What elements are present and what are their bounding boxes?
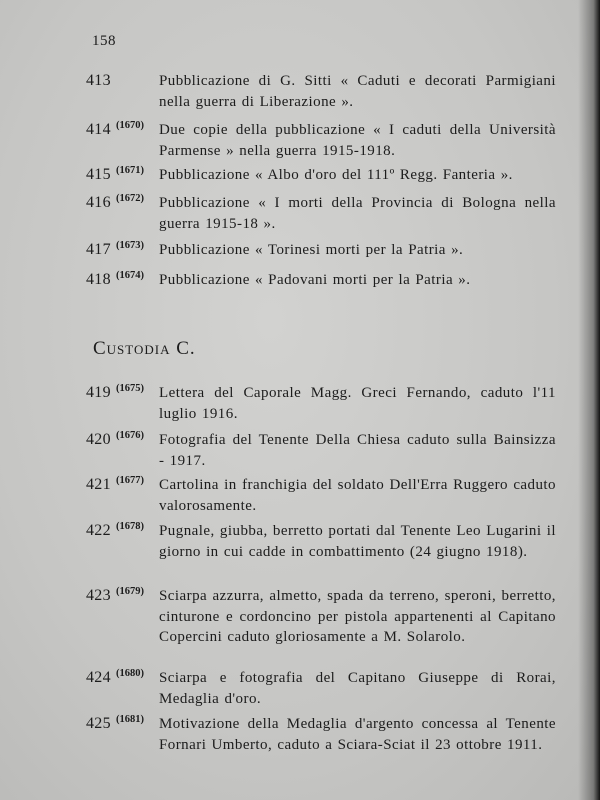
entry-reference: (1672) <box>116 193 144 204</box>
entry-reference: (1678) <box>116 521 144 532</box>
entry-text: Due copie della pubblicazione « I caduti della Università Parmense » nella guerra 1915-1918. <box>159 122 556 159</box>
catalog-entry <box>86 714 556 755</box>
entry-reference: (1673) <box>116 240 144 251</box>
entry-text: Pubblicazione di G. Sitti « Caduti e decorati Parmigiani nella guerra di Liberazione ». <box>159 73 556 110</box>
entry-reference: (1671) <box>116 165 144 176</box>
entry-number: 420 <box>86 431 111 448</box>
entry-number: 417 <box>86 241 111 258</box>
entry-reference: (1675) <box>116 383 144 394</box>
entry-reference: (1676) <box>116 430 144 441</box>
entry-text: Pugnale, giubba, berretto portati dal Tenente Leo Lugarini il giorno in cui cadde in combattimento (24 giugno 1918). <box>159 523 556 560</box>
entry-reference: (1681) <box>116 714 144 725</box>
catalog-entry <box>86 475 556 516</box>
entry-number: 421 <box>86 476 111 493</box>
entry-number: 413 <box>86 72 111 89</box>
entry-reference: (1680) <box>116 668 144 679</box>
entry-reference: (1679) <box>116 586 144 597</box>
catalog-entry <box>86 383 556 424</box>
catalog-entry <box>86 165 556 186</box>
entry-number: 416 <box>86 194 111 211</box>
catalog-entry <box>86 270 556 291</box>
catalog-entry <box>86 521 556 562</box>
entry-number: 418 <box>86 271 111 288</box>
entry-number: 415 <box>86 166 111 183</box>
entry-number: 419 <box>86 384 111 401</box>
entry-text: Pubblicazione « Torinesi morti per la Patria ». <box>159 242 464 258</box>
entry-number: 423 <box>86 587 111 604</box>
entry-text: Sciarpa azzurra, almetto, spada da terreno, speroni, berretto, cinturone e cordoncino per pistola appartenenti al Capitano Copercini caduto gloriosamente a M. Solarolo. <box>159 588 556 645</box>
entry-reference: (1670) <box>116 120 144 131</box>
catalog-entry <box>86 71 556 112</box>
entry-text: Motivazione della Medaglia d'argento concessa al Tenente Fornari Umberto, caduto a Sciara-Sciat il 23 ottobre 1911. <box>159 716 556 753</box>
entry-text: Cartolina in franchigia del soldato Dell'Erra Ruggero caduto valorosamente. <box>159 477 556 514</box>
catalog-entry <box>86 586 556 648</box>
entry-text: Pubblicazione « Albo d'oro del 111º Regg. Fanteria ». <box>159 167 513 183</box>
entry-text: Sciarpa e fotografia del Capitano Giuseppe di Rorai, Medaglia d'oro. <box>159 670 556 707</box>
catalog-entry <box>86 120 556 161</box>
page-edge-shadow <box>578 0 600 800</box>
entry-number: 422 <box>86 522 111 539</box>
entry-text: Pubblicazione « I morti della Provincia di Bologna nella guerra 1915-18 ». <box>159 195 556 232</box>
catalog-entry <box>86 430 556 471</box>
entry-number: 424 <box>86 669 111 686</box>
entry-text: Pubblicazione « Padovani morti per la Patria ». <box>159 272 471 288</box>
entry-reference: (1674) <box>116 270 144 281</box>
entry-text: Fotografia del Tenente Della Chiesa caduto sulla Bainsizza - 1917. <box>159 432 556 469</box>
entry-text: Lettera del Caporale Magg. Greci Fernando, caduto l'11 luglio 1916. <box>159 385 556 422</box>
catalog-entry <box>86 240 556 261</box>
catalog-entry <box>86 668 556 709</box>
page-number: 158 <box>92 33 116 49</box>
entry-number: 425 <box>86 715 111 732</box>
section-heading: Custodia C. <box>93 338 196 359</box>
catalog-entry <box>86 193 556 234</box>
entry-number: 414 <box>86 121 111 138</box>
entry-reference: (1677) <box>116 475 144 486</box>
